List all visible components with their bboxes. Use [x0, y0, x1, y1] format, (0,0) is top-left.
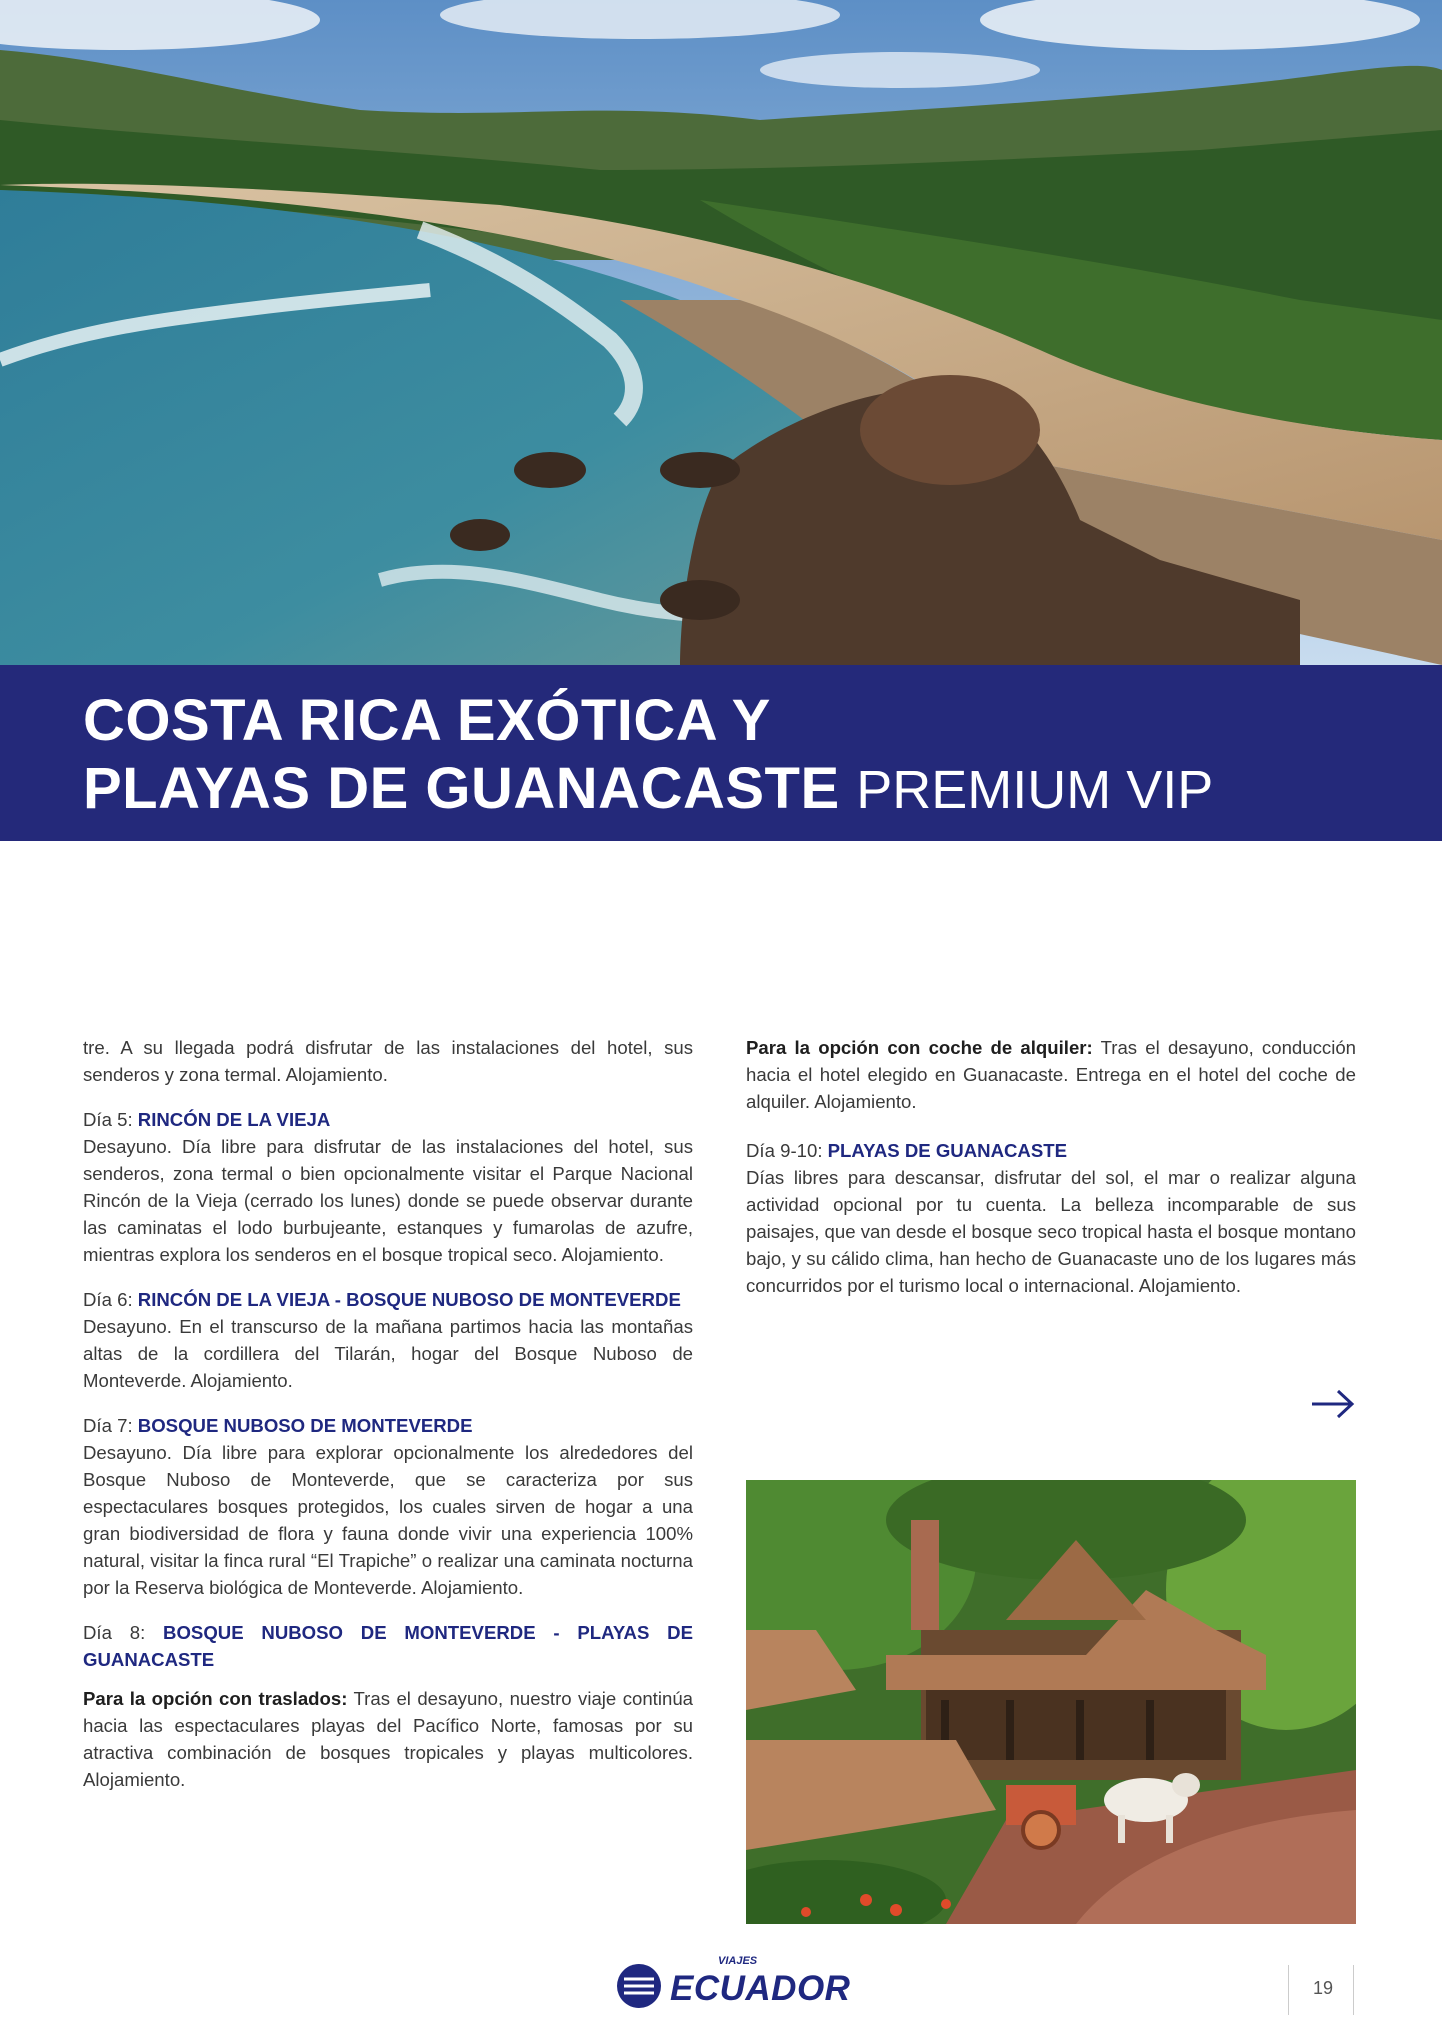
- page-number-divider: [1353, 1965, 1354, 2015]
- day-text: Días libres para descansar, disfrutar del sol, el mar o realizar alguna actividad opcional por tu cuenta. La belleza incomparable de sus paisajes, que van desde el bosque seco tropical hasta el bosque montano bajo, y su cálido clima, han hecho de Guanacaste uno de los lugares más concurridos por el turismo local o internacional. Alojamiento.: [746, 1167, 1356, 1296]
- day-heading: [83, 1412, 693, 1439]
- day-9-10-section: [746, 1137, 1356, 1299]
- day-title: PLAYAS DE GUANACASTE: [827, 1140, 1068, 1161]
- traslados-text: Tras el desayuno, nuestro viaje continúa hacia las espectaculares playas del Pacífico Norte, famosas por su atractiva combinación de bosques tropicales y playas multicolores. Alojamiento.: [83, 1688, 693, 1790]
- page-title-light: PREMIUM VIP: [856, 760, 1214, 820]
- alquiler-paragraph: [746, 1034, 1356, 1115]
- page-number-divider: [1288, 1965, 1289, 2015]
- page-title-line-2: [83, 755, 1442, 824]
- day-title: RINCÓN DE LA VIEJA - BOSQUE NUBOSO DE MONTEVERDE: [137, 1289, 681, 1310]
- day-text: Desayuno. Día libre para explorar opcionalmente los alrededores del Bosque Nuboso de Monteverde, que se caracteriza por sus espectaculares bosques protegidos, los cuales sirven de hogar a una gran biodiversidad de flora y fauna donde vivir una experiencia 100% natural, visitar la finca rural “El Trapiche” o realizar una caminata nocturna por la Reserva biológica de Monteverde. Alojamiento.: [83, 1442, 693, 1598]
- day-title: BOSQUE NUBOSO DE MONTEVERDE: [137, 1415, 473, 1436]
- day-prefix: Día 6:: [83, 1289, 138, 1310]
- left-column: [83, 1034, 693, 1811]
- intro-paragraph: tre. A su llegada podrá disfrutar de las instalaciones del hotel, sus senderos y zona termal. Alojamiento.: [83, 1037, 693, 1085]
- next-page-arrow-icon[interactable]: [1310, 1388, 1356, 1420]
- traslados-paragraph: [83, 1685, 693, 1793]
- day-title: BOSQUE NUBOSO DE MONTEVERDE - PLAYAS DE GUANACASTE: [83, 1622, 694, 1670]
- alquiler-text: Tras el desayuno, conducción hacia el hotel elegido en Guanacaste. Entrega en el hotel del coche de alquiler. Alojamiento.: [746, 1037, 1357, 1112]
- day-text: Desayuno. Día libre para disfrutar de las instalaciones del hotel, sus senderos, zona termal o bien opcionalmente visitar el Parque Nacional Rincón de la Vieja (cerrado los lunes) donde se puede observar durante las caminatas el lodo burbujeante, estanques y fumarolas de azufre, mientras explora los senderos en el bosque tropical seco. Alojamiento.: [83, 1136, 693, 1265]
- page-number: 19: [1312, 1978, 1334, 1998]
- day-6-section: [83, 1286, 693, 1394]
- day-5-section: [83, 1106, 693, 1268]
- logo-small-text: VIAJES: [718, 1955, 758, 1967]
- day-prefix: Día 9-10:: [746, 1140, 828, 1161]
- viajes-ecuador-logo: [610, 1953, 851, 2017]
- day-prefix: Día 8:: [83, 1622, 164, 1643]
- page-title-line-1: COSTA RICA EXÓTICA Y: [83, 688, 771, 753]
- day-heading: [746, 1137, 1356, 1164]
- monteverde-house-photo: [746, 1480, 1356, 1924]
- traslados-lead: Para la opción con traslados:: [83, 1688, 348, 1709]
- hero-image: [0, 0, 1442, 665]
- day-title: RINCÓN DE LA VIEJA: [137, 1109, 331, 1130]
- right-column: [746, 1034, 1356, 1317]
- day-text: Desayuno. En el transcurso de la mañana partimos hacia las montañas altas de la cordillera del Tilarán, hogar del Bosque Nuboso de Monteverde. Alojamiento.: [83, 1316, 693, 1391]
- day-heading: [83, 1286, 693, 1313]
- logo-text: ECUADOR: [670, 1969, 851, 2008]
- day-7-section: [83, 1412, 693, 1601]
- day-heading: [83, 1619, 693, 1673]
- alquiler-lead: Para la opción con coche de alquiler:: [746, 1037, 1093, 1058]
- day-8-section: [83, 1619, 693, 1793]
- title-band: [0, 665, 1442, 841]
- day-prefix: Día 7:: [83, 1415, 138, 1436]
- day-heading: [83, 1106, 693, 1133]
- page-title-bold: PLAYAS DE GUANACASTE: [83, 756, 840, 821]
- day-prefix: Día 5:: [83, 1109, 138, 1130]
